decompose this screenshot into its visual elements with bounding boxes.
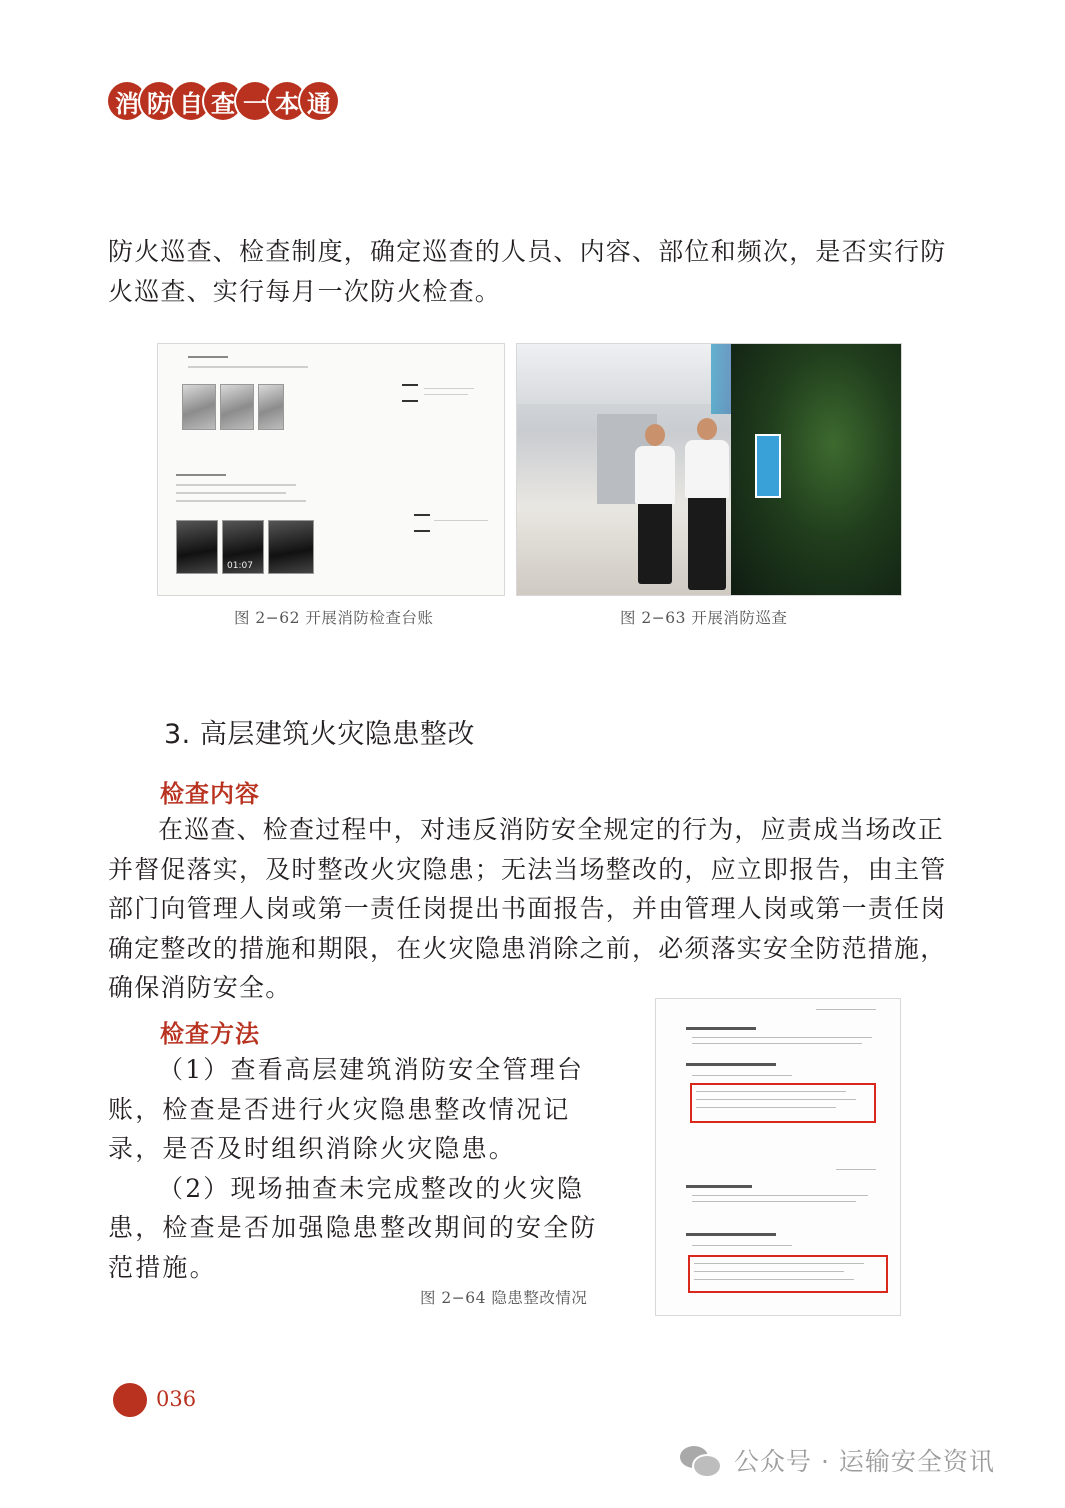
fire-patrol-photo bbox=[516, 343, 902, 596]
content-heading: 检查内容 bbox=[160, 780, 260, 808]
ledger-photo-timestamp: 01:07 bbox=[227, 561, 253, 571]
fire-inspection-ledger-image bbox=[157, 343, 505, 596]
logo-char: 查 bbox=[204, 82, 242, 120]
method-heading: 检查方法 bbox=[160, 1020, 260, 1048]
wechat-icon bbox=[680, 1444, 722, 1476]
figure-caption: 图 2−63 开展消防巡查 bbox=[620, 609, 788, 627]
content-paragraph bbox=[108, 810, 968, 1008]
figure-caption: 图 2−64 隐患整改情况 bbox=[420, 1289, 588, 1307]
logo-char: 一 bbox=[236, 82, 274, 120]
wechat-watermark bbox=[680, 1442, 995, 1478]
method-line: 录，是否及时组织消除火灾隐患。 bbox=[108, 1134, 517, 1163]
method-paragraph bbox=[108, 1050, 598, 1287]
method-line: （1）查看高层建筑消防安全管理台 bbox=[158, 1055, 585, 1084]
content-line: 并督促落实，及时整改火灾隐患；无法当场整改的，应立即报告，由主管 bbox=[108, 854, 947, 884]
section-title: 3. 高层建筑火灾隐患整改 bbox=[164, 719, 475, 750]
hazard-rectification-document-image bbox=[655, 998, 901, 1316]
intro-line: 火巡查、实行每月一次防火检查。 bbox=[108, 276, 502, 306]
logo-char: 防 bbox=[140, 82, 178, 120]
method-line: （2）现场抽查未完成整改的火灾隐 bbox=[158, 1173, 585, 1203]
intro-paragraph bbox=[108, 232, 968, 311]
logo-char: 本 bbox=[268, 82, 306, 120]
method-line: 账，检查是否进行火灾隐患整改情况记 bbox=[108, 1094, 571, 1124]
figure-caption: 图 2−62 开展消防检查台账 bbox=[234, 609, 434, 627]
content-line: 部门向管理人岗或第一责任岗提出书面报告，并由管理人岗或第一责任岗 bbox=[108, 894, 947, 923]
intro-line: 防火巡查、检查制度，确定巡查的人员、内容、部位和频次，是否实行防 bbox=[108, 237, 947, 266]
book-series-logo bbox=[108, 82, 332, 120]
watermark-text: 公众号 · 运输安全资讯 bbox=[734, 1447, 995, 1476]
method-line: 范措施。 bbox=[108, 1252, 217, 1282]
logo-char: 消 bbox=[108, 82, 146, 120]
logo-char: 自 bbox=[172, 82, 210, 120]
content-line: 确定整改的措施和期限，在火灾隐患消除之前，必须落实安全防范措施， bbox=[108, 933, 947, 963]
page-number: 036 bbox=[156, 1387, 197, 1411]
content-line: 确保消防安全。 bbox=[108, 973, 292, 1002]
page-marker-dot bbox=[113, 1383, 147, 1417]
content-line: 在巡查、检查过程中，对违反消防安全规定的行为，应责成当场改正 bbox=[158, 815, 945, 844]
logo-char: 通 bbox=[300, 82, 338, 120]
method-line: 患，检查是否加强隐患整改期间的安全防 bbox=[108, 1213, 598, 1242]
